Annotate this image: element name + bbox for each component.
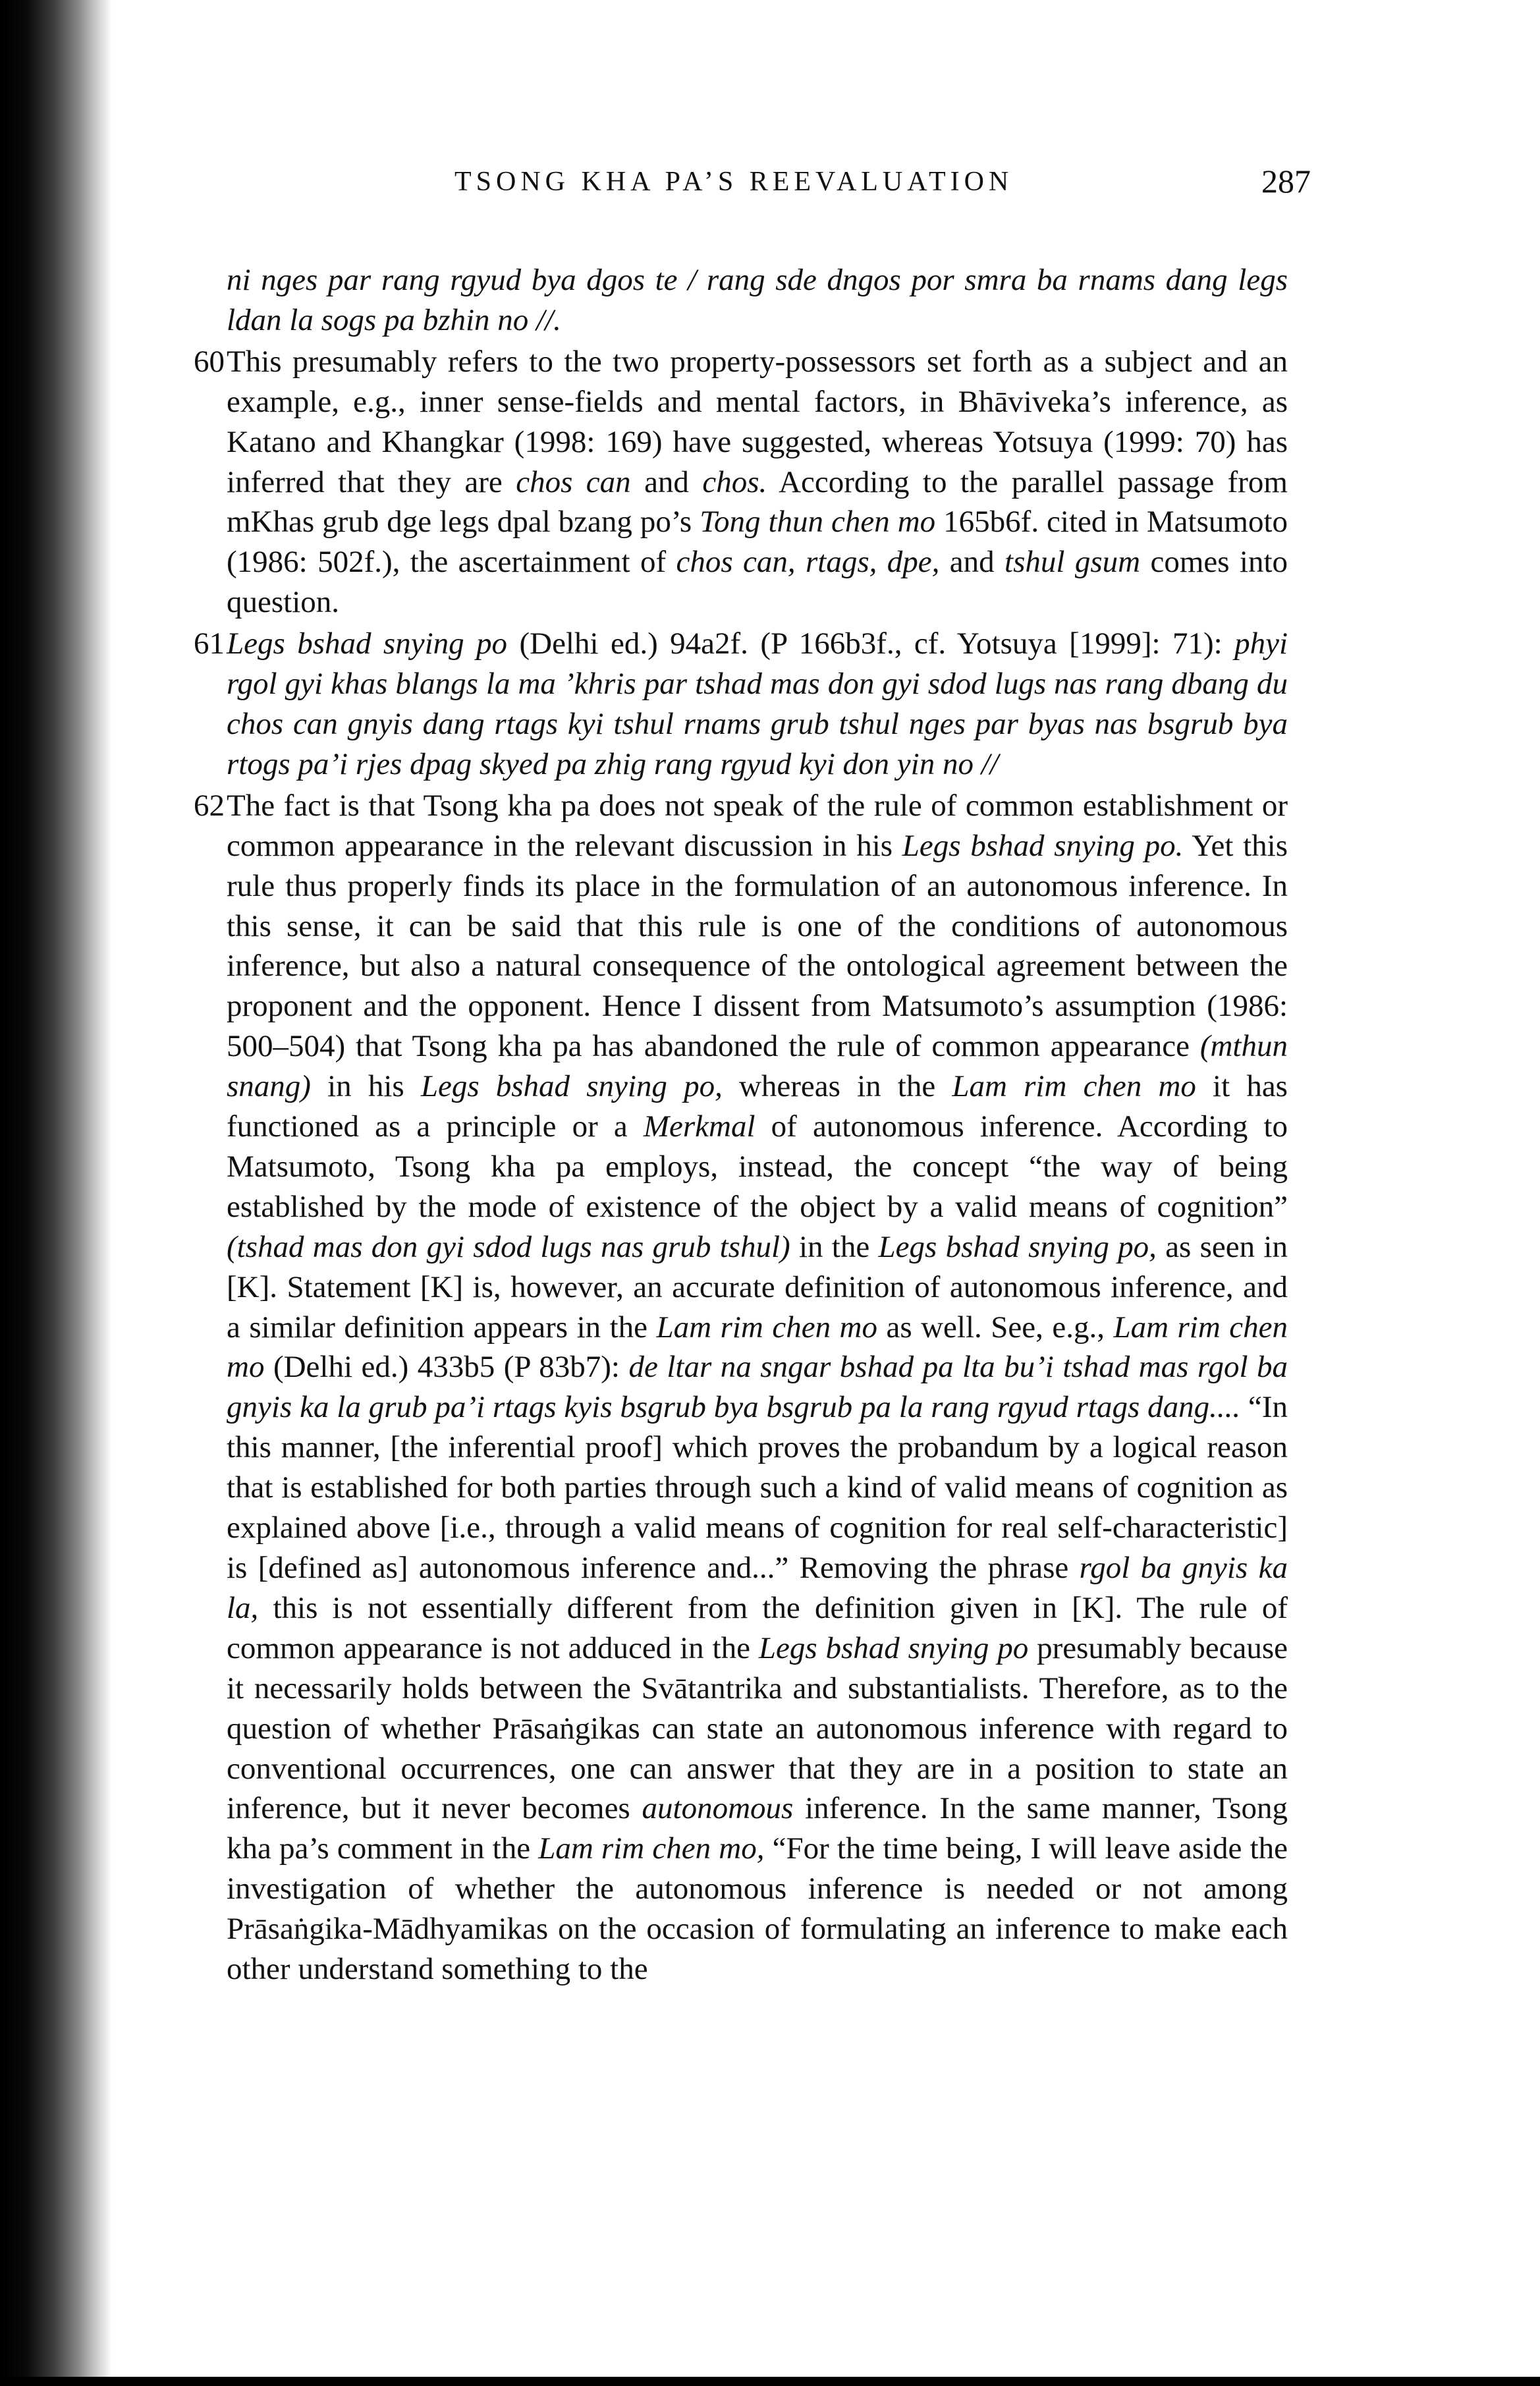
italic-term: Legs bshad snying po bbox=[758, 1630, 1029, 1665]
text-run: This presumably refers to the two property-possessors set forth as a subject and an example, e.g., inner sense-fields and mental factors, in Bhāviveka’s inference, as Katano and Khangkar (1998: 169) have suggested, whereas Yotsuya (1999: 70) has inferred that they are bbox=[227, 344, 1288, 499]
footnote-text bbox=[227, 263, 1288, 337]
italic-term: Tong thun chen mo bbox=[700, 505, 936, 540]
text-run: The fact is that Tsong kha pa does not speak of the rule of common establishment or common appearance in the relevant discussion in his bbox=[227, 788, 1288, 863]
footnote-continuation bbox=[217, 260, 1288, 341]
text-run: (Delhi ed.) 94a2f. (P 166b3f., cf. Yotsuya [1999]: 71): bbox=[507, 626, 1235, 661]
italic-term: Lam rim chen mo bbox=[656, 1310, 877, 1345]
italic-term: rgol ba gnyis ka la, bbox=[227, 1551, 1288, 1625]
text-run: “For the time being, I will leave aside the investigation of whether the autonomous inference is needed or not among Prāsaṅgika-Mādhyamikas on the occasion of formulating an inference to make each other understand something to the bbox=[227, 1831, 1288, 1987]
text-run: Yet this rule thus properly finds its place in the formulation of an autonomous inference. In this sense, it can be said that this rule is one of the conditions of autonomous inference, but also a natural consequence of the ontological agreement between the proponent and the opponent. Hence I dissent from Matsumoto’s assumption (1986: 500–504) that Tsong kha pa has abandoned the rule of common appearance bbox=[227, 828, 1288, 1064]
text-run: of autonomous inference. According to Matsumoto, Tsong kha pa employs, instead, the concept “the way of being established by the mode of existence of the object by a valid means of cognition” bbox=[227, 1109, 1288, 1224]
footnote-60 bbox=[194, 342, 1288, 623]
text-run: in his bbox=[310, 1069, 421, 1104]
footnote-62 bbox=[194, 786, 1288, 1989]
footnote-text bbox=[217, 786, 1288, 1989]
footnote-number: 60 bbox=[194, 344, 225, 379]
text-run: comes into question. bbox=[227, 545, 1288, 620]
page-number: 287 bbox=[1261, 163, 1311, 200]
footnotes bbox=[194, 260, 1288, 1989]
italic-term: (tshad mas don gyi sdod lugs nas grub tshul) bbox=[227, 1229, 790, 1264]
text-run: “In this manner, [the inferential proof] which proves the probandum by a logical reason that is established for both parties through such a kind of valid means of cognition as explained above [i.e., through a valid means of cognition for real self-characteristic] is [defined as] autonomous inference and...” Removing the phrase bbox=[227, 1390, 1288, 1585]
italic-term: Lam rim chen mo, bbox=[538, 1831, 765, 1866]
italic-term: autonomous bbox=[642, 1791, 794, 1826]
text-run: whereas in the bbox=[722, 1069, 952, 1104]
footnote-text bbox=[217, 624, 1288, 785]
text-run: as well. See, e.g., bbox=[877, 1310, 1114, 1345]
footnote-number: 62 bbox=[194, 788, 225, 823]
italic-term: phyi rgol gyi khas blangs la ma ’khris par tshad mas don gyi sdod lugs nas rang dbang du chos can gnyis dang rtags kyi tshul rnams grub tshul nges par byas nas bsgrub bya rtogs pa’i rjes dpag skyed pa zhig rang rgyud kyi don yin no // bbox=[227, 626, 1288, 781]
italic-term: Legs bshad snying po. bbox=[902, 828, 1184, 863]
text-run: inference. In the same manner, Tsong kha pa’s comment in the bbox=[227, 1791, 1288, 1866]
italic-term: Merkmal bbox=[643, 1109, 756, 1144]
italic-term: de ltar na sngar bshad pa lta bu’i tshad mas rgol ba gnyis ka la grub pa’i rtags kyis bsgrub bya bsgrub pa la rang rgyud rtags dang.... bbox=[227, 1350, 1288, 1425]
text-run: this is not essentially different from the definition given in [K]. The rule of common appearance is not adduced in the bbox=[227, 1590, 1288, 1665]
italic-term: (mthun snang) bbox=[227, 1029, 1288, 1104]
page-header bbox=[454, 163, 1311, 212]
italic-term: chos can, rtags, dpe, bbox=[676, 545, 940, 580]
text-run: it has functioned as a principle or a bbox=[227, 1069, 1288, 1144]
text-run: According to the parallel passage from mKhas grub dge legs dpal bzang po’s bbox=[227, 464, 1288, 540]
bottom-edge bbox=[0, 2377, 1540, 2386]
text-run: and bbox=[630, 464, 703, 499]
italic-term: Lam rim chen mo bbox=[227, 1310, 1288, 1385]
text-run: and bbox=[939, 545, 1005, 580]
italic-term: Legs bshad snying po, bbox=[878, 1229, 1157, 1264]
text-run: as seen in [K]. Statement [K] is, however, an accurate definition of autonomous inference, and a similar definition appears in the bbox=[227, 1229, 1288, 1345]
text-run: 165b6f. cited in Matsumoto (1986: 502f.), the ascertainment of bbox=[227, 505, 1288, 580]
italic-term: tshul gsum bbox=[1004, 545, 1141, 580]
footnote-number: 61 bbox=[194, 626, 225, 661]
text-run: presumably because it necessarily holds between the Svātantrika and substantialists. Therefore, as to the question of whether Prāsaṅgikas can state an autonomous inference with regard to conventional occurrences, one can answer that they are in a position to state an inference, but it never becomes bbox=[227, 1630, 1288, 1826]
footnote-61 bbox=[194, 624, 1288, 785]
italic-term: Lam rim chen mo bbox=[952, 1069, 1196, 1104]
italic-term: chos. bbox=[702, 464, 767, 499]
running-head: TSONG KHA PA’S REEVALUATION bbox=[454, 167, 1014, 197]
text-run: in the bbox=[790, 1229, 879, 1264]
footnote-text bbox=[217, 342, 1288, 623]
italic-term: ni nges par rang rgyud bya dgos te / rang sde dngos por smra ba rnams dang legs ldan la sogs pa bzhin no //. bbox=[227, 263, 1288, 337]
text-run: (Delhi ed.) 433b5 (P 83b7): bbox=[264, 1350, 629, 1385]
italic-term: chos can bbox=[516, 464, 631, 499]
italic-term: Legs bshad snying po bbox=[227, 626, 508, 661]
book-spine-shadow bbox=[0, 0, 112, 2386]
italic-term: Legs bshad snying po, bbox=[420, 1069, 723, 1104]
